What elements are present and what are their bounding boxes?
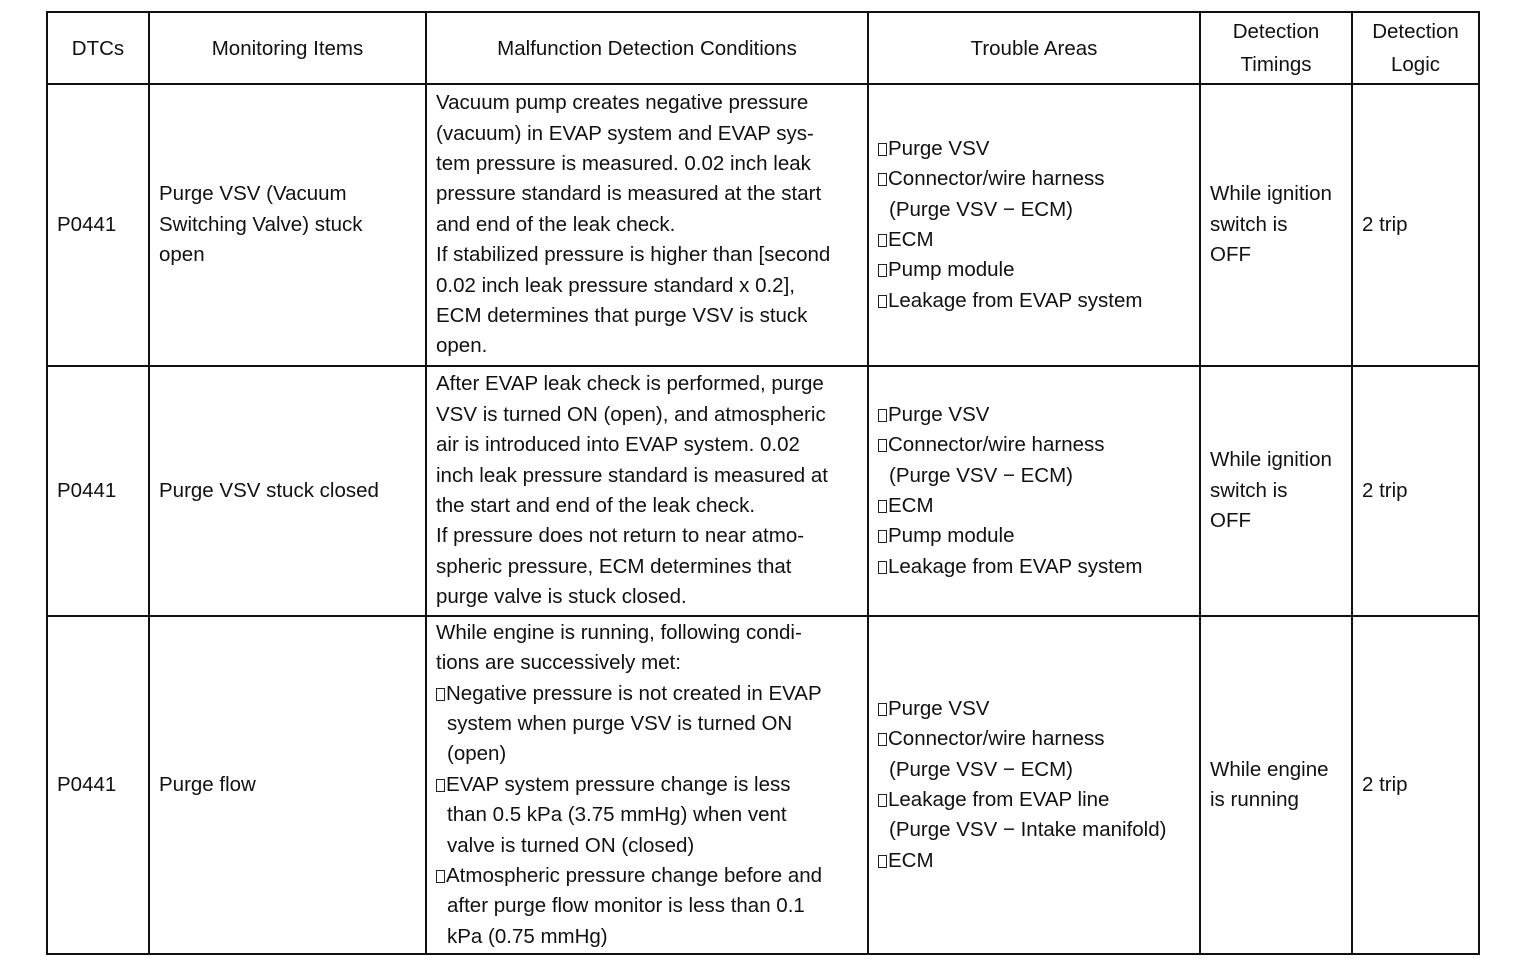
item-text: Purge VSV [888, 696, 990, 720]
text-line: spheric pressure, ECM determines that [436, 554, 792, 578]
list-item [436, 861, 858, 952]
item-text: system when purge VSV is turned ON [447, 711, 793, 735]
detection-logic-cell: 2 trip [1352, 84, 1479, 366]
header-monitoring-items: Monitoring Items [149, 12, 426, 84]
checkbox-icon [436, 779, 445, 792]
header-line: Timings [1240, 53, 1312, 76]
text-line: switch is [1210, 212, 1288, 236]
text-line: OFF [1210, 509, 1251, 533]
list-line [878, 286, 1190, 316]
item-text: Pump module [888, 524, 1015, 548]
item-text: Leakage from EVAP system [888, 554, 1143, 578]
table-header [47, 12, 1479, 84]
text-line: Purge VSV stuck closed [159, 478, 379, 502]
conditions-cell [426, 366, 868, 616]
header-line: Logic [1390, 53, 1440, 76]
item-text: Purge VSV [888, 402, 990, 426]
text-line: air is introduced into EVAP system. 0.02 [436, 433, 800, 457]
detection-timing-cell [1200, 616, 1352, 954]
item-text: than 0.5 kPa (3.75 mmHg) when vent [447, 803, 787, 827]
conditions-cell [426, 616, 868, 954]
checkbox-icon [436, 688, 445, 701]
list-item [878, 225, 1190, 255]
checkbox-icon [878, 500, 887, 513]
header-detection-logic [1352, 12, 1479, 84]
text-line: If stabilized pressure is higher than [second [436, 243, 831, 267]
item-text: after purge flow monitor is less than 0.1 [447, 894, 805, 918]
list-line [878, 846, 1190, 876]
text-line: purge valve is stuck closed. [436, 585, 687, 609]
list-item [878, 552, 1190, 582]
list-item [878, 400, 1190, 430]
text-line: tions are successively met: [436, 651, 681, 675]
list-line [878, 255, 1190, 285]
text-line: OFF [1210, 243, 1251, 267]
text-line: pressure standard is measured at the start [436, 182, 822, 206]
monitoring-cell [149, 84, 426, 366]
list-item [878, 724, 1190, 785]
list-item [878, 491, 1190, 521]
item-text: Connector/wire harness [888, 433, 1105, 457]
detection-timing-cell [1200, 366, 1352, 616]
dtc-cell: P0441 [47, 616, 149, 954]
list-item [878, 164, 1190, 225]
checkbox-icon [878, 561, 887, 574]
text-line: switch is [1210, 478, 1288, 502]
list-item [436, 770, 858, 861]
text-line: After EVAP leak check is performed, purge [436, 372, 824, 396]
checkbox-icon [878, 733, 887, 746]
text-line: If pressure does not return to near atmo- [436, 524, 805, 548]
trouble-areas-cell [868, 84, 1200, 366]
header-malfunction-conditions: Malfunction Detection Conditions [426, 12, 868, 84]
item-text: (Purge VSV − ECM) [889, 463, 1073, 487]
header-line: Detection [1232, 20, 1320, 43]
list-item [878, 785, 1190, 846]
monitoring-cell [149, 366, 426, 616]
header-dtcs: DTCs [47, 12, 149, 84]
list-line [436, 770, 858, 800]
header-line: Detection [1372, 20, 1459, 43]
detection-logic-cell: 2 trip [1352, 616, 1479, 954]
item-text: (Purge VSV − ECM) [889, 757, 1073, 781]
checkbox-icon [878, 295, 887, 308]
checkbox-icon [878, 439, 887, 452]
table-row [47, 616, 1479, 954]
conditions-cell [426, 84, 868, 366]
list-item [878, 134, 1190, 164]
item-text: Leakage from EVAP system [888, 288, 1143, 312]
text-line: While ignition [1210, 182, 1332, 206]
item-text: Leakage from EVAP line [888, 788, 1110, 811]
list-line [878, 134, 1190, 164]
text-line: ECM determines that purge VSV is stuck [436, 304, 808, 328]
detection-logic-cell: 2 trip [1352, 366, 1479, 616]
checkbox-icon [878, 234, 887, 247]
item-text: EVAP system pressure change is less [446, 772, 791, 796]
text-line: Vacuum pump creates negative pressure [436, 91, 809, 115]
monitoring-cell [149, 616, 426, 954]
list-line [878, 400, 1190, 430]
list-item [878, 694, 1190, 724]
text-line: (vacuum) in EVAP system and EVAP sys- [436, 121, 814, 145]
header-trouble-areas: Trouble Areas [868, 12, 1200, 84]
item-text: Pump module [888, 258, 1015, 282]
dtc-table [46, 11, 1480, 955]
checkbox-icon [878, 703, 887, 716]
trouble-areas-cell [868, 366, 1200, 616]
text-line: and end of the leak check. [436, 212, 676, 236]
dtc-cell: P0441 [47, 366, 149, 616]
checkbox-icon [878, 794, 887, 807]
list-line [878, 225, 1190, 255]
item-text: ECM [888, 494, 934, 517]
header-row [47, 12, 1479, 84]
item-text: Purge VSV [888, 136, 990, 160]
list-line [878, 164, 1190, 194]
list-line [878, 491, 1190, 521]
table-row [47, 84, 1479, 366]
text-line: open [159, 243, 205, 267]
list-item [878, 430, 1190, 491]
list-line [878, 430, 1190, 460]
list-line [878, 552, 1190, 582]
list-line [878, 724, 1190, 754]
text-line: VSV is turned ON (open), and atmospheric [436, 402, 826, 426]
item-text: Connector/wire harness [888, 727, 1105, 751]
item-text: Connector/wire harness [888, 167, 1105, 191]
text-line: is running [1210, 788, 1299, 811]
item-text: Atmospheric pressure change before and [446, 864, 823, 888]
text-line: Purge flow [159, 772, 256, 796]
trouble-areas-cell [868, 616, 1200, 954]
text-line: Purge VSV (Vacuum [159, 182, 347, 206]
item-text: (open) [447, 742, 507, 766]
checkbox-icon [878, 855, 887, 868]
checkbox-icon [878, 143, 887, 156]
text-line: While ignition [1210, 448, 1332, 472]
dtc-cell: P0441 [47, 84, 149, 366]
item-text: ECM [888, 228, 934, 251]
text-line: While engine [1210, 757, 1329, 781]
item-text: Negative pressure is not created in EVAP [446, 681, 822, 705]
table-body [47, 84, 1479, 954]
text-line: While engine is running, following condi- [436, 620, 802, 644]
table-row [47, 366, 1479, 616]
list-line [436, 861, 858, 891]
text-line: the start and end of the leak check. [436, 494, 756, 517]
checkbox-icon [878, 530, 887, 543]
header-detection-timings [1200, 12, 1352, 84]
checkbox-icon [878, 409, 887, 422]
item-text: valve is turned ON (closed) [447, 833, 695, 857]
list-item [878, 521, 1190, 551]
list-item [436, 679, 858, 770]
checkbox-icon [878, 264, 887, 277]
list-item [878, 846, 1190, 876]
text-line: inch leak pressure standard is measured at [436, 463, 828, 487]
list-line [878, 785, 1190, 815]
list-line [436, 679, 858, 709]
checkbox-icon [878, 173, 887, 186]
text-line: 0.02 inch leak pressure standard x 0.2], [436, 273, 795, 297]
list-line [878, 521, 1190, 551]
text-line: tem pressure is measured. 0.02 inch leak [436, 151, 811, 175]
list-item [878, 286, 1190, 316]
item-text: ECM [888, 848, 934, 872]
item-text: (Purge VSV − Intake manifold) [889, 818, 1167, 842]
text-line: open. [436, 334, 488, 358]
list-item [878, 255, 1190, 285]
text-line: Switching Valve) stuck [159, 212, 363, 236]
detection-timing-cell [1200, 84, 1352, 366]
checkbox-icon [436, 870, 445, 883]
item-text: (Purge VSV − ECM) [889, 197, 1073, 221]
item-text: kPa (0.75 mmHg) [447, 924, 608, 948]
list-line [878, 694, 1190, 724]
